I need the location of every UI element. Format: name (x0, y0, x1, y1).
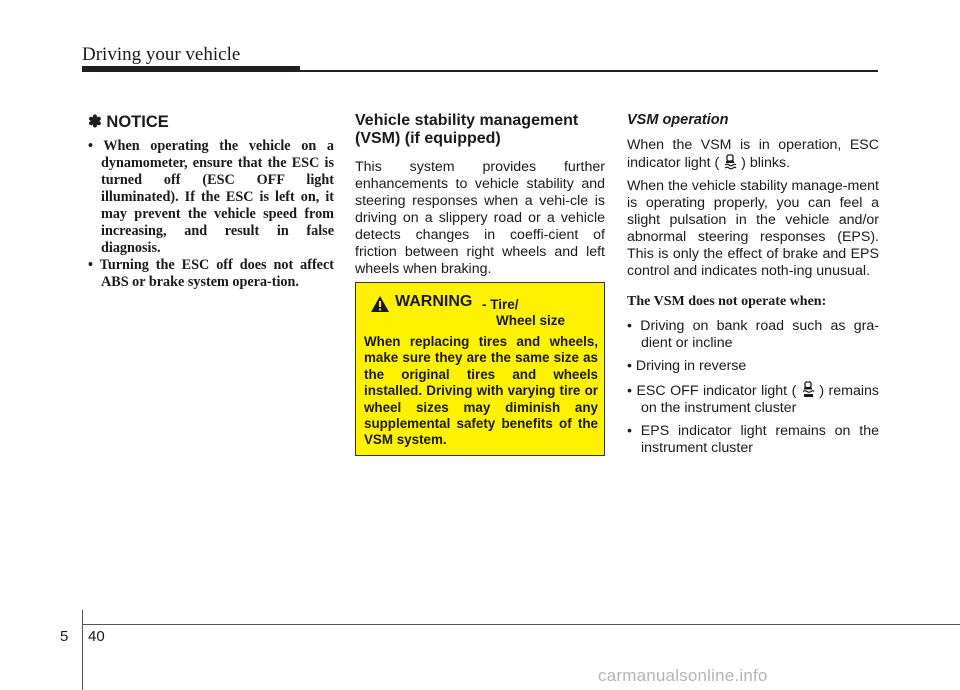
operation-paragraph-1 (627, 137, 879, 172)
vsm-operation-section (627, 112, 879, 463)
operation-p1-text-a: When the VSM is in operation, ESC indicator light ( (627, 137, 879, 171)
notice-item: • Turning the ESC off does not affect ABS or brake system opera-tion. (88, 257, 334, 290)
notice-title: ✽ NOTICE (88, 113, 169, 131)
conditions-title: The VSM does not operate when: (627, 294, 827, 309)
operation-title: VSM operation (627, 112, 729, 128)
header-rule-thin (300, 70, 878, 72)
condition-3-text-b: ) remains on the instrument cluster (641, 383, 879, 416)
conditions-list (627, 318, 879, 457)
warning-text: When replacing tires and wheels, make sure they are the same size as the original tires and wheels installed. Driving with varying tire or wheel sizes may diminish any supplemental safety benefits of the VSM system. (364, 334, 598, 448)
operation-paragraph-2: When the vehicle stability manage-ment is operating properly, you can feel a slight pulsation in the vehicle and/or abnormal steering responses (EPS). This is only the effect of brake and EPS control and indicates noth-ing unusual. (627, 178, 879, 279)
esc-off-indicator-icon (801, 381, 815, 398)
notice-section (88, 112, 334, 291)
operation-p1-text-b: ) blinks. (741, 155, 791, 171)
footer-divider (82, 610, 83, 690)
condition-item: • Driving on bank road such as gra-dient or incline (627, 318, 879, 351)
vsm-body: This system provides further enhancements to vehicle stability and steering responses when a vehi-cle is driving on a slippery road or a vehicle detects changes in coeffi-cient of friction between right wheels and left wheels when braking. (355, 159, 605, 277)
notice-item: • When operating the vehicle on a dynamometer, ensure that the ESC is turned off (ESC OFF light illuminated). If the ESC is left on, it may prevent the vehicle speed from increasing, and result in false diagnosis. (88, 138, 334, 256)
vsm-title: Vehicle stability management (VSM) (if equipped) (355, 112, 579, 147)
warning-triangle-icon (370, 295, 390, 313)
warning-subtitle (482, 297, 565, 329)
condition-item (627, 381, 879, 417)
warning-subtitle-line2: Wheel size (496, 313, 566, 328)
warning-subtitle-line1: - Tire/ (482, 297, 519, 312)
condition-3-text-a: • ESC OFF indicator light ( (627, 383, 797, 399)
page-number: 40 (88, 628, 105, 645)
esc-indicator-icon (723, 154, 737, 170)
chapter-number: 5 (60, 628, 69, 645)
warning-label: WARNING (395, 293, 473, 310)
notice-list (88, 138, 334, 291)
footer-rule (82, 624, 960, 625)
header-rule-thick (82, 66, 300, 72)
warning-box (355, 282, 605, 456)
condition-item: • EPS indicator light remains on the instrument cluster (627, 423, 879, 456)
running-header: Driving your vehicle (82, 44, 241, 65)
vsm-section (355, 112, 605, 278)
condition-item: • Driving in reverse (627, 358, 747, 374)
watermark: carmanualsonline.info (598, 666, 768, 685)
